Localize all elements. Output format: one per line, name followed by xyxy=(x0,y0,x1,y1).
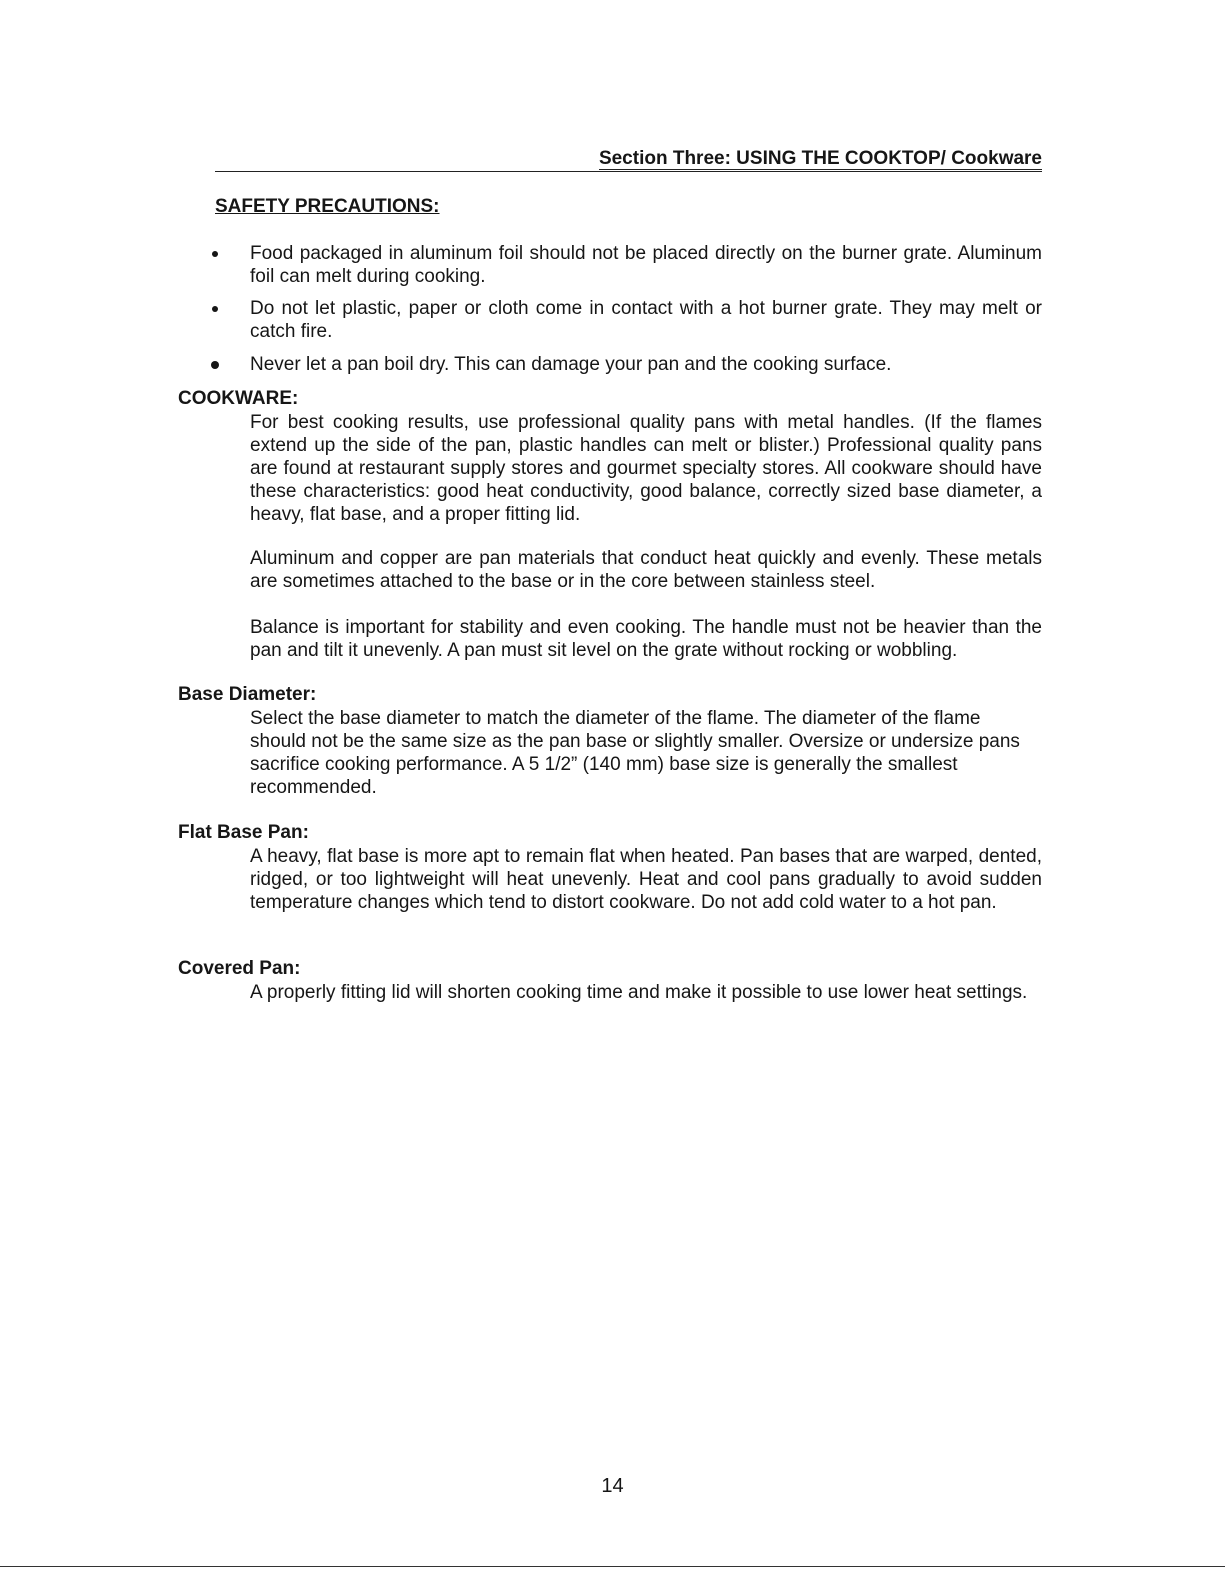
bullet-text: Food packaged in aluminum foil should not be placed directly on the burner grate. Aluminum foil can melt during cooking. xyxy=(250,243,1042,287)
base-diameter-heading: Base Diameter: xyxy=(178,684,317,705)
flat-base-pan-paragraph: A heavy, flat base is more apt to remain flat when heated. Pan bases that are warped, dented, ridged, or too lightweight will heat unevenly. Heat and cool pans gradually to avoid sudden temperature changes which tend to distort cookware. Do not add cold water to a hot pan. xyxy=(250,846,1042,913)
covered-pan-heading: Covered Pan: xyxy=(178,958,301,979)
bullet-icon xyxy=(212,306,218,312)
list-item xyxy=(212,353,1042,376)
bottom-divider xyxy=(0,1566,1225,1567)
bullet-text: Never let a pan boil dry. This can damage your pan and the cooking surface. xyxy=(250,354,892,375)
bullet-icon xyxy=(212,251,218,257)
base-diameter-paragraph: Select the base diameter to match the diameter of the flame. The diameter of the flame should not be the same size as the pan base or slightly smaller. Oversize or undersize pans sacrifice cooking performance. A 5 1/2” (140 mm) base size is generally the smallest recommended. xyxy=(250,708,1020,798)
section-header xyxy=(215,148,1042,172)
list-item xyxy=(212,242,1042,288)
cookware-heading: COOKWARE: xyxy=(178,388,299,409)
bullet-text: Do not let plastic, paper or cloth come in contact with a hot burner grate. They may melt or catch fire. xyxy=(250,298,1042,342)
page-number: 14 xyxy=(601,1475,624,1497)
section-title: Section Three: USING THE COOKTOP/ Cookware xyxy=(598,148,1042,169)
covered-pan-paragraph: A properly fitting lid will shorten cooking time and make it possible to use lower heat settings. xyxy=(250,982,1028,1003)
bullet-icon xyxy=(211,361,219,369)
cookware-paragraph-2: Aluminum and copper are pan materials that conduct heat quickly and evenly. These metals are sometimes attached to the base or in the core between stainless steel. xyxy=(250,548,1042,592)
cookware-paragraph-3: Balance is important for stability and even cooking. The handle must not be heavier than the pan and tilt it unevenly. A pan must sit level on the grate without rocking or wobbling. xyxy=(250,617,1042,661)
list-item xyxy=(212,297,1042,343)
safety-bullet-list xyxy=(212,242,1042,385)
safety-precautions-heading: SAFETY PRECAUTIONS: xyxy=(215,196,440,217)
flat-base-pan-heading: Flat Base Pan: xyxy=(178,822,309,843)
cookware-paragraph-1: For best cooking results, use professional quality pans with metal handles. (If the flames extend up the side of the pan, plastic handles can melt or blister.) Professional quality pans are found at restaurant supply stores and gourmet specialty stores. All cookware should have these characteristics: good heat conductivity, good balance, correctly sized base diameter, a heavy, flat base, and a proper fitting lid. xyxy=(250,412,1042,525)
